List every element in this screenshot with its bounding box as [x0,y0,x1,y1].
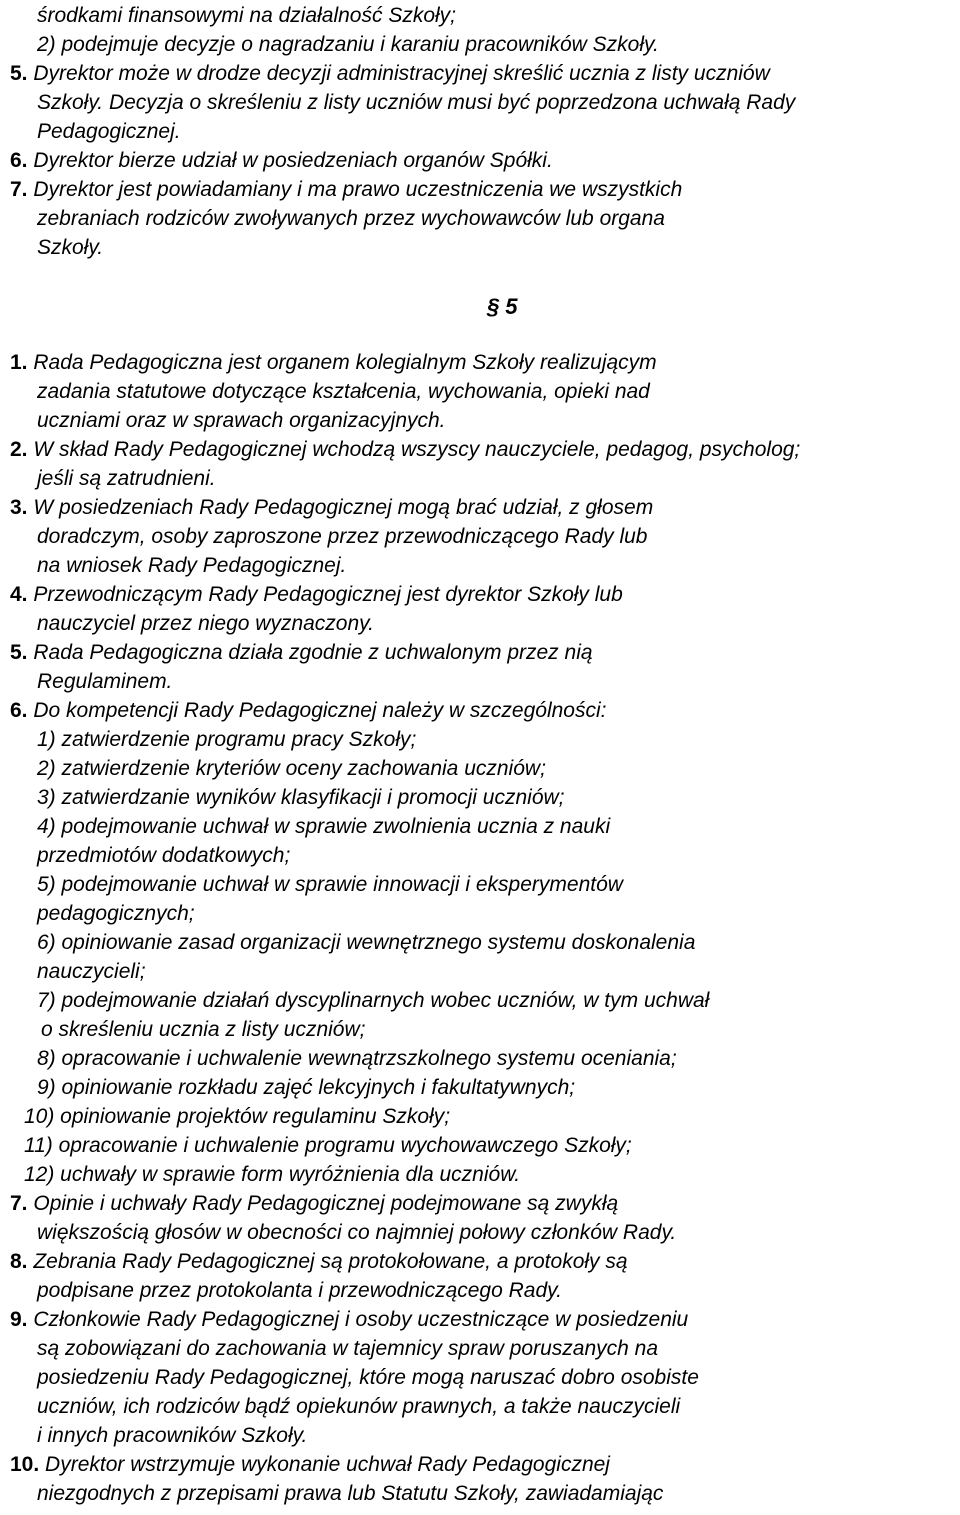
paragraph-line [10,696,607,725]
paragraph-text: Dyrektor bierze udział w posiedzeniach organów Spółki. [33,149,553,172]
paragraph-line [10,59,770,88]
list-item: 10) opiniowanie projektów regulaminu Szkoły; [24,1105,451,1128]
paragraph-text: Dyrektor może w drodze decyzji administracyjnej skreślić ucznia z listy uczniów [33,62,770,85]
text-line: posiedzeniu Rady Pedagogicznej, które mogą naruszać dobro osobiste [37,1366,699,1389]
paragraph-number: 6. [10,149,28,172]
paragraph-line [10,1305,688,1334]
paragraph-number: 7. [10,178,28,201]
section-sign: § [487,294,500,319]
text-line: na wniosek Rady Pedagogicznej. [37,554,347,577]
list-item: 5) podejmowanie uchwał w sprawie innowacji i eksperymentów [37,873,623,896]
text-line: większością głosów w obecności co najmniej połowy członków Rady. [37,1221,677,1244]
paragraph-text: W skład Rady Pedagogicznej wchodzą wszyscy nauczyciele, pedagog, psycholog; [33,438,801,461]
section-number: 5 [505,294,518,319]
paragraph-line [10,146,553,175]
text-line: i innych pracowników Szkoły. [37,1424,308,1447]
paragraph-text: Dyrektor jest powiadamiany i ma prawo uczestniczenia we wszystkich [33,178,683,201]
paragraph-number: 10. [10,1453,40,1476]
list-item: 4) podejmowanie uchwał w sprawie zwolnienia ucznia z nauki [37,815,611,838]
list-item: 12) uchwały w sprawie form wyróżnienia dla uczniów. [24,1163,521,1186]
paragraph-number: 8. [10,1250,28,1273]
paragraph-number: 1. [10,351,28,374]
paragraph-number: 3. [10,496,28,519]
paragraph-text: Rada Pedagogiczna jest organem kolegialnym Szkoły realizującym [33,351,657,374]
text-line: Szkoły. [37,236,104,259]
text-line: uczniów, ich rodziców bądź opiekunów prawnych, a także nauczycieli [37,1395,681,1418]
paragraph-text: Przewodniczącym Rady Pedagogicznej jest dyrektor Szkoły lub [33,583,623,606]
text-line: zadania statutowe dotyczące kształcenia, wychowania, opieki nad [37,380,650,403]
paragraph-line [10,1189,618,1218]
list-item: 2) zatwierdzenie kryteriów oceny zachowania uczniów; [37,757,546,780]
list-item-continuation: przedmiotów dodatkowych; [37,844,291,867]
list-item: 1) zatwierdzenie programu pracy Szkoły; [37,728,417,751]
list-item-continuation: pedagogicznych; [37,902,195,925]
section-heading [487,292,518,321]
list-item-continuation: o skreśleniu ucznia z listy uczniów; [41,1018,366,1041]
paragraph-text: Rada Pedagogiczna działa zgodnie z uchwalonym przez nią [33,641,593,664]
paragraph-line [10,580,623,609]
text-line: są zobowiązani do zachowania w tajemnicy spraw poruszanych na [37,1337,658,1360]
paragraph-number: 4. [10,583,28,606]
paragraph-number: 6. [10,699,28,722]
paragraph-text: Opinie i uchwały Rady Pedagogicznej podejmowane są zwykłą [33,1192,619,1215]
paragraph-text: W posiedzeniach Rady Pedagogicznej mogą brać udział, z głosem [33,496,654,519]
text-line: uczniami oraz w sprawach organizacyjnych. [37,409,446,432]
text-line: Pedagogicznej. [37,120,181,143]
paragraph-text: Zebrania Rady Pedagogicznej są protokołowane, a protokoły są [33,1250,628,1273]
paragraph-line [10,638,593,667]
text-line: zebraniach rodziców zwoływanych przez wychowawców lub organa [37,207,665,230]
list-item-continuation: nauczycieli; [37,960,146,983]
text-line: Regulaminem. [37,670,173,693]
text-line: podpisane przez protokolanta i przewodniczącego Rady. [37,1279,562,1302]
paragraph-line [10,1450,610,1479]
text-line: Szkoły. Decyzja o skreśleniu z listy uczniów musi być poprzedzona uchwałą Rady [37,91,796,114]
paragraph-number: 7. [10,1192,28,1215]
paragraph-text: Do kompetencji Rady Pedagogicznej należy w szczególności: [33,699,607,722]
text-line: jeśli są zatrudnieni. [37,467,216,490]
list-item: 9) opiniowanie rozkładu zajęć lekcyjnych i fakultatywnych; [37,1076,576,1099]
text-line: środkami finansowymi na działalność Szkoły; [37,4,457,27]
paragraph-number: 9. [10,1308,28,1331]
paragraph-line [10,348,657,377]
list-item: 3) zatwierdzanie wyników klasyfikacji i promocji uczniów; [37,786,565,809]
paragraph-number: 5. [10,641,28,664]
paragraph-line [10,1247,628,1276]
list-item: 7) podejmowanie działań dyscyplinarnych wobec uczniów, w tym uchwał [37,989,710,1012]
text-line: doradczym, osoby zaproszone przez przewodniczącego Rady lub [37,525,648,548]
list-item: 11) opracowanie i uchwalenie programu wychowawczego Szkoły; [24,1134,632,1157]
paragraph-line [10,435,800,464]
list-item: 8) opracowanie i uchwalenie wewnątrzszkolnego systemu oceniania; [37,1047,677,1070]
paragraph-text: Dyrektor wstrzymuje wykonanie uchwał Rady Pedagogicznej [45,1453,610,1476]
paragraph-number: 2. [10,438,28,461]
text-line: 2) podejmuje decyzje o nagradzaniu i karaniu pracowników Szkoły. [37,33,659,56]
paragraph-text: Członkowie Rady Pedagogicznej i osoby uczestniczące w posiedzeniu [33,1308,689,1331]
paragraph-number: 5. [10,62,28,85]
list-item: 6) opiniowanie zasad organizacji wewnętrznego systemu doskonalenia [37,931,696,954]
text-line: nauczyciel przez niego wyznaczony. [37,612,374,635]
paragraph-line [10,175,682,204]
text-line: niezgodnych z przepisami prawa lub Statutu Szkoły, zawiadamiając [37,1482,664,1505]
paragraph-line [10,493,653,522]
